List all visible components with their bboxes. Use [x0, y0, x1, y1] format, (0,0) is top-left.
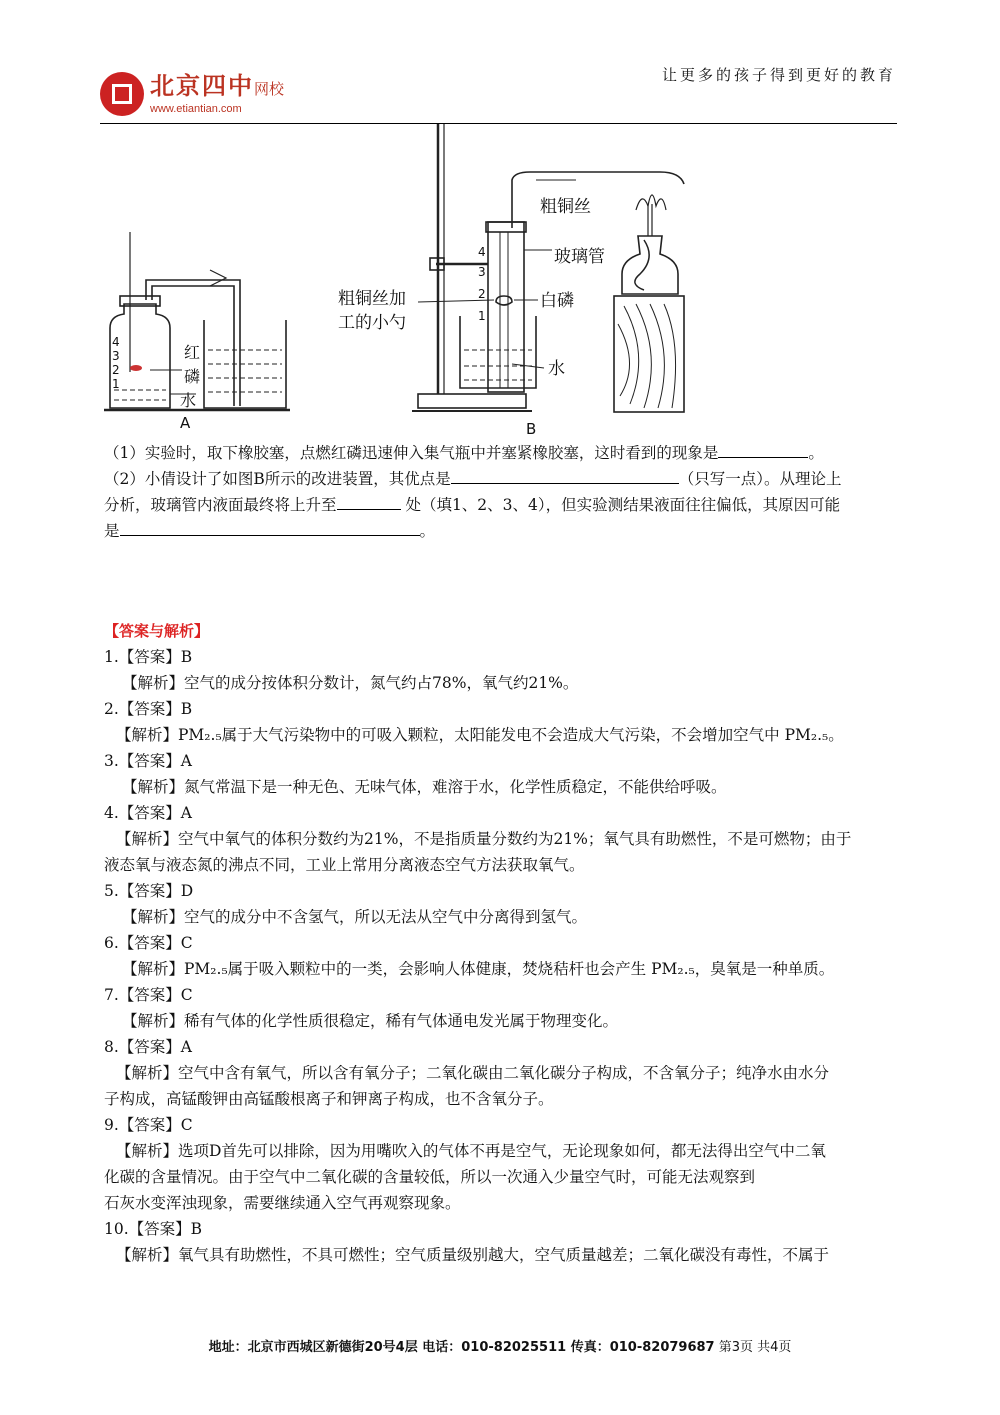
- label-spoon-2: 工的小勺: [338, 313, 406, 333]
- label-water-b: 水: [548, 359, 565, 379]
- analysis-line: 液态氧与液态氮的沸点不同，工业上常用分离液态空气方法获取氧气。: [104, 856, 585, 874]
- footer-tel: 010-82025511: [461, 1340, 567, 1355]
- question-2-line-2: 分析，玻璃管内液面最终将上升至 处（填1、2、3、4），但实验测结果液面往往偏低，其原因可能: [104, 492, 899, 518]
- footer-address-label: 地址：: [208, 1340, 248, 1355]
- logo: [100, 72, 284, 116]
- analysis-line: 【解析】空气的成分按体积分数计，氮气约占78%，氧气约21%。: [122, 674, 579, 692]
- label-copper-wire: 粗铜丝: [540, 197, 591, 217]
- answer-item: 3.【答案】A: [104, 752, 192, 770]
- answer-item: 10.【答案】B: [104, 1220, 203, 1238]
- analysis-line: 【解析】选项D首先可以排除，因为用嘴吹入的气体不再是空气，无论现象如何，都无法得出空气中二氧: [116, 1142, 826, 1160]
- label-glass-tube: 玻璃管: [554, 247, 605, 267]
- scale-mark-3b: 3: [478, 265, 486, 279]
- analysis-line: 【解析】空气中氧气的体积分数约为21%，不是指质量分数约为21%；氧气具有助燃性，不是可燃物；由于: [116, 830, 852, 848]
- answer-blank-1[interactable]: [718, 441, 808, 458]
- scale-mark-4b: 4: [478, 245, 486, 259]
- answer-item: 4.【答案】A: [104, 804, 192, 822]
- answer-item: 2.【答案】B: [104, 700, 193, 718]
- analysis-line: 【解析】空气的成分中不含氢气，所以无法从空气中分离得到氢气。: [122, 908, 588, 926]
- answer-item: 7.【答案】C: [104, 986, 193, 1004]
- scale-mark-2b: 2: [478, 287, 486, 301]
- label-white-phosphorus: 白磷: [540, 291, 574, 311]
- footer-fax: 010-82079687: [609, 1340, 715, 1355]
- caption-a: A: [180, 414, 191, 432]
- analysis-line: 【解析】PM₂.₅属于吸入颗粒中的一类，会影响人体健康，焚烧秸杆也会产生 PM₂.₅，臭氧是一种单质。: [122, 960, 835, 978]
- label-red: 红: [184, 343, 201, 362]
- experiment-figure: [100, 124, 900, 438]
- answer-blank-3[interactable]: [337, 493, 401, 510]
- logo-seal-icon: [100, 72, 144, 116]
- answer-blank-2[interactable]: [451, 467, 679, 484]
- analysis-line: 【解析】PM₂.₅属于大气污染物中的可吸入颗粒，太阳能发电不会造成大气污染，不会增加空气中 PM₂.₅。: [116, 726, 844, 744]
- label-water-a: 水: [180, 391, 197, 410]
- analysis-line: 【解析】稀有气体的化学性质很稳定，稀有气体通电发光属于物理变化。: [122, 1012, 619, 1030]
- question-2-line-3: 是 。: [104, 518, 899, 544]
- page-header: [0, 0, 1000, 125]
- answers-title: 【答案与解析】: [104, 622, 210, 640]
- answers-list: [104, 644, 899, 1268]
- analysis-line: 【解析】氧气具有助燃性，不具可燃性；空气质量级别越大，空气质量越差；二氧化碳没有毒性，不属于: [116, 1246, 830, 1264]
- footer-address: 北京市西城区新德街20号4层: [247, 1340, 418, 1355]
- answer-item: 9.【答案】C: [104, 1116, 193, 1134]
- caption-b: B: [526, 420, 537, 438]
- footer-fax-label: 传真：: [566, 1340, 610, 1355]
- scale-mark-2a: 2: [112, 363, 120, 377]
- analysis-line: 【解析】氮气常温下是一种无色、无味气体，难溶于水，化学性质稳定，不能供给呼吸。: [122, 778, 727, 796]
- logo-suffix: 网校: [254, 80, 285, 98]
- scale-mark-4a: 4: [112, 335, 120, 349]
- scale-mark-1a: 1: [112, 377, 120, 391]
- header-slogan: 让更多的孩子得到更好的教育: [661, 66, 896, 84]
- logo-name: 北京四中网校: [150, 71, 285, 100]
- answer-item: 6.【答案】C: [104, 934, 193, 952]
- footer-tel-label: 电话：: [417, 1340, 462, 1355]
- analysis-line: 子构成，高锰酸钾由高锰酸根离子和钾离子构成，也不含氧分子。: [104, 1090, 554, 1108]
- page-content: [104, 440, 899, 1268]
- logo-url: www.etiantian.com: [150, 103, 242, 115]
- label-spoon-1: 粗铜丝加: [338, 289, 406, 309]
- scale-mark-3a: 3: [112, 349, 120, 363]
- answer-item: 1.【答案】B: [104, 648, 193, 666]
- question-1: （1）实验时，取下橡胶塞，点燃红磷迅速伸入集气瓶中并塞紧橡胶塞，这时看到的现象是 。: [104, 440, 899, 466]
- answer-item: 8.【答案】A: [104, 1038, 192, 1056]
- question-2: （2）小倩设计了如图B所示的改进装置，其优点是 （只写一点）。从理论上: [104, 466, 899, 492]
- analysis-line: 石灰水变浑浊现象，需要继续通入空气再观察现象。: [104, 1194, 461, 1212]
- answer-item: 5.【答案】D: [104, 882, 194, 900]
- answer-blank-4[interactable]: [120, 519, 420, 536]
- analysis-line: 【解析】空气中含有氧气，所以含有氧分子；二氧化碳由二氧化碳分子构成，不含氧分子；纯净水由水分: [116, 1064, 830, 1082]
- analysis-line: 化碳的含量情况。由于空气中二氧化碳的含量较低，所以一次通入少量空气时，可能无法观察到: [104, 1168, 756, 1186]
- page-footer: [0, 1336, 1000, 1355]
- scale-mark-1b: 1: [478, 309, 486, 323]
- label-phosphorus: 磷: [184, 367, 201, 386]
- footer-page: 第3页 共4页: [714, 1340, 792, 1355]
